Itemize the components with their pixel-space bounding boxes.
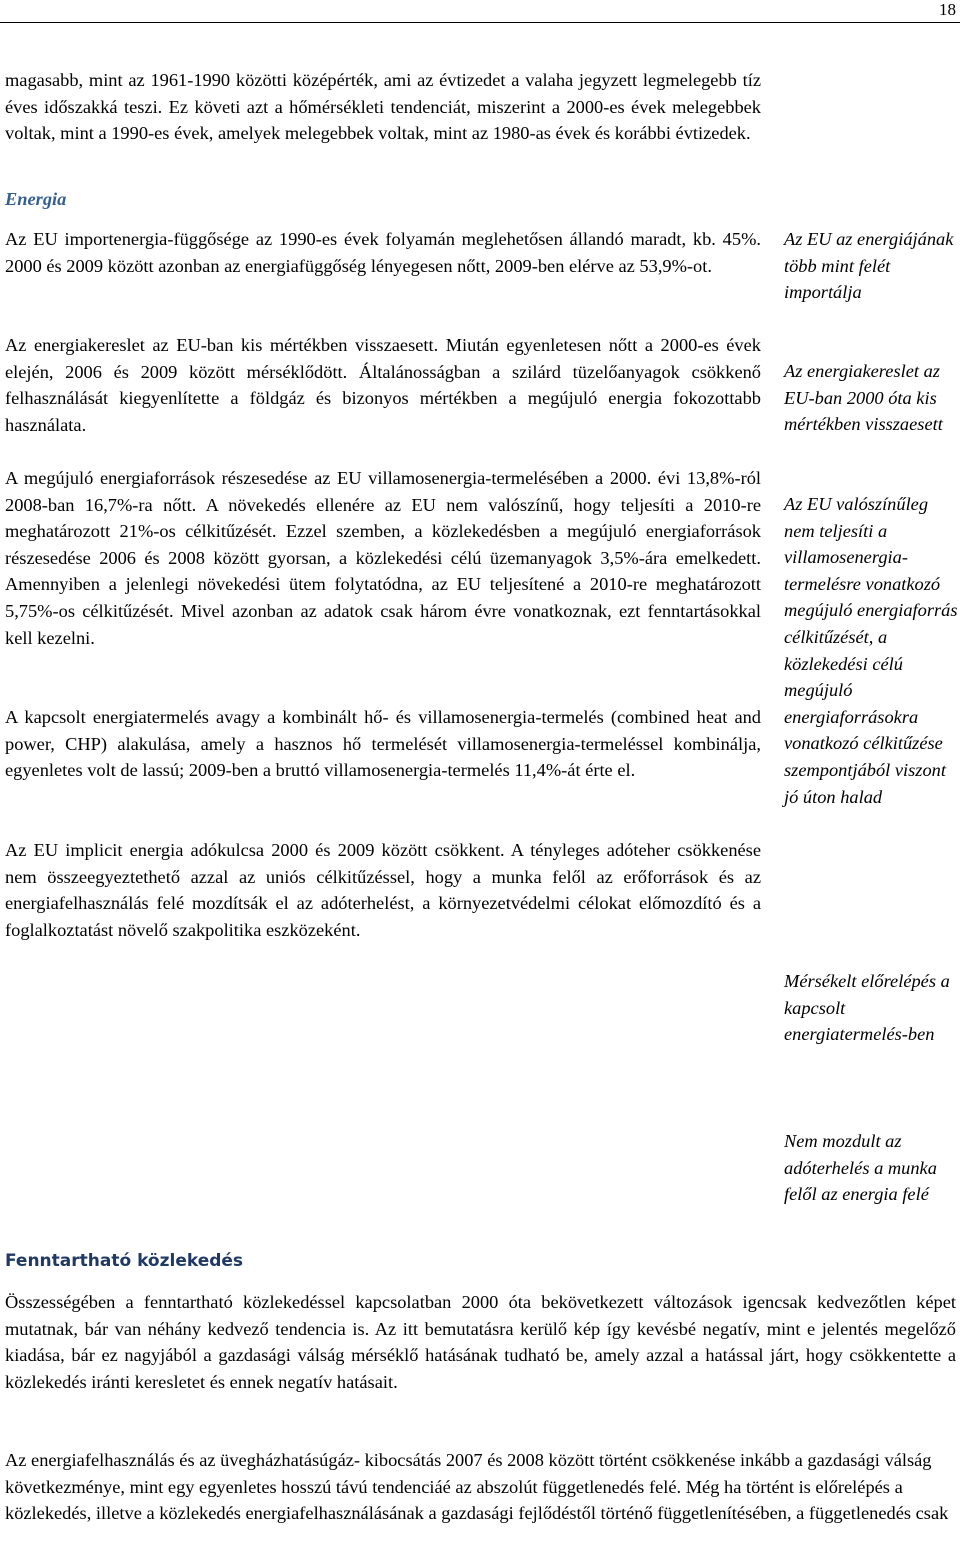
transport-paragraph-2 <box>5 1447 956 1527</box>
energy-paragraph-1 <box>5 226 761 279</box>
sidenote-renewables <box>784 491 960 810</box>
energy-paragraph-3 <box>5 465 761 651</box>
intro-paragraph <box>5 67 761 147</box>
section-heading-transport: Fenntartható közlekedés <box>5 1251 244 1271</box>
section-heading-energy: Energia <box>5 189 67 209</box>
sidenote-tax <box>784 1128 960 1208</box>
sidenote-import <box>784 226 960 306</box>
energy-paragraph-4 <box>5 704 761 784</box>
intro-text: magasabb, mint az 1961-1990 közötti középérték, ami az évtizedet a valaha jegyzett legmelegebb tíz éves időszakká teszi. Ez követi azt a hőmérsékleti tendenciát, miszerint a 2000-es évek melegebbek voltak, mint a 1990-es évek, amelyek melegebbek voltak, mint az 1980-as évek és korábbi évtizedek. <box>5 70 761 144</box>
sidenote-text: Mérsékelt előrelépés a kapcsolt energiatermelés-ben <box>784 971 950 1045</box>
paragraph-text: Az EU implicit energia adókulcsa 2000 és 2009 között csökkent. A tényleges adóteher csökkenése nem összeegyeztethető azzal az uniós célkitűzéssel, hogy a munka felől az erőforrások és az energiafelhasználás felé mozdítsák el az adóterhelést, a környezetvédelmi célokat előmozdító és a foglalkoztatást növelő szakpolitika eszközeként. <box>5 840 761 940</box>
energy-paragraph-2 <box>5 332 761 438</box>
paragraph-text: A megújuló energiaforrások részesedése az EU villamosenergia-termelésében a 2000. évi 13,8%-ról 2008-ban 16,7%-ra nőtt. A növekedés ellenére az EU nem valószínű, hogy teljesíti a 2010-re meghatározott 21%-os célkitűzését. Ezzel szemben, a közlekedésben a megújuló energiaforrások részesedése 2006 és 2008 között gyorsan, a közlekedési célú üzemanyagok 3,5%-ára emelkedett. Amennyiben a jelenlegi növekedési ütem folytatódna, az EU teljesítené a 2010-re meghatározott 5,75%-os célkitűzését. Mivel azonban az adatok csak három évre vonatkoznak, ezt fenntartásokkal kell kezelni. <box>5 468 761 648</box>
sidenote-text: Nem mozdult az adóterhelés a munka felől az energia felé <box>784 1131 937 1205</box>
transport-paragraph-1 <box>5 1289 956 1395</box>
sidenote-chp <box>784 968 960 1048</box>
paragraph-text: Az EU importenergia-függősége az 1990-es évek folyamán meglehetősen állandó maradt, kb. 45%. 2000 és 2009 között azonban az energiafüggőség lényegesen nőtt, 2009-ben elérve az 53,9%-ot. <box>5 229 761 276</box>
paragraph-text: Összességében a fenntartható közlekedéssel kapcsolatban 2000 óta bekövetkezett változások igencsak kedvezőtlen képet mutatnak, bár van néhány kedvező tendencia is. Az itt bemutatásra kerülő kép így kevésbé negatív, mint e jelentés megelőző kiadása, bár ez nagyjából a gazdasági válság mérséklő hatásának tudható be, amely azzal a hatással járt, hogy csökkentette a közlekedés iránti keresletet és ennek negatív hatásait. <box>5 1292 956 1392</box>
header-rule <box>0 22 960 23</box>
paragraph-text: A kapcsolt energiatermelés avagy a kombinált hő- és villamosenergia-termelés (combined heat and power, CHP) alakulása, amely a hasznos hő termelését villamosenergia-termeléssel kombinálja, egyenletes volt de lassú; 2009-ben a bruttó villamosenergia-termelés 11,4%-át érte el. <box>5 707 761 781</box>
sidenote-text: Az energiakereslet az EU-ban 2000 óta kis mértékben visszaesett <box>784 361 943 435</box>
sidenote-demand <box>784 358 960 438</box>
page-number: 18 <box>939 0 956 19</box>
sidenote-text: Az EU valószínűleg nem teljesíti a villamosenergia-termelésre vonatkozó megújuló energiaforrás célkitűzését, a közlekedési célú megújuló energiaforrásokra vonatkozó célkitűzése szempontjából viszont jó úton halad <box>784 494 958 807</box>
sidenote-text: Az EU az energiájának több mint felét importálja <box>784 229 954 303</box>
paragraph-text: Az energiafelhasználás és az üvegházhatásúgáz- kibocsátás 2007 és 2008 között történt csökkenése inkább a gazdasági válság következménye, mint egy egyenletes hosszú távú tendenciáé az abszolút függetlenedés felé. Még ha történt is előrelépés a közlekedés, illetve a közlekedés energiafelhasználásának a gazdasági fejlődéstől történő függetlenítésében, a függetlenedés csak <box>5 1450 949 1524</box>
energy-paragraph-5 <box>5 837 761 943</box>
paragraph-text: Az energiakereslet az EU-ban kis mértékben visszaesett. Miután egyenletesen nőtt a 2000-es évek elején, 2006 és 2009 között mérséklődött. Általánosságban a szilárd tüzelőanyagok csökkenő felhasználását kiegyenlítette a földgáz és bizonyos mértékben a megújuló energia fokozottabb használata. <box>5 335 761 435</box>
